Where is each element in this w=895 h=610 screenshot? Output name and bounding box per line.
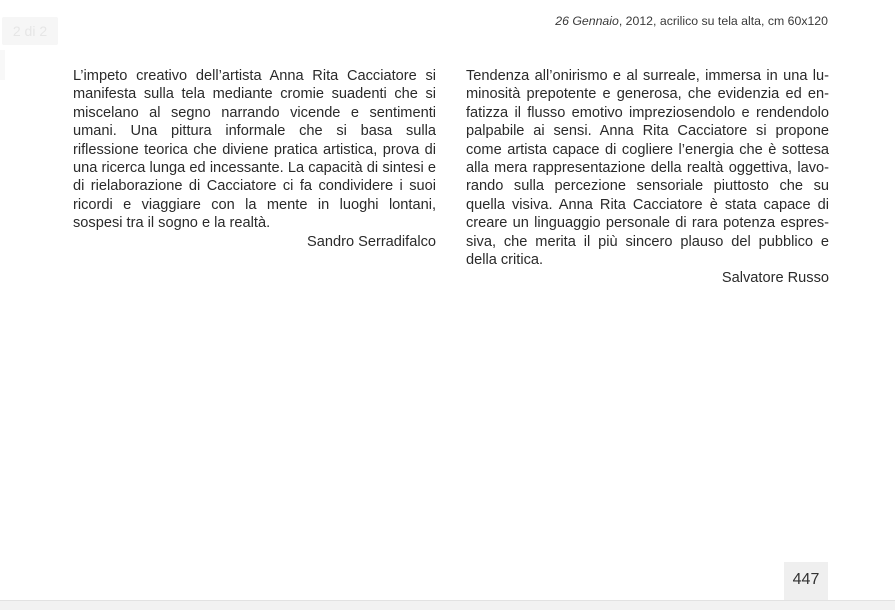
- critique-right-text: Tendenza all’onirismo e al surreale, immersa in una luminosità prepotente e generosa, che evidenzia ed enfatizza il flusso emotivo impreziosendolo e rendendolo palpabile ai sensi. Anna Rita Cacciatore si propone come artista capace di cogliere l’energia che è sottesa alla mera rappresentazione della realtà oggettiva, lavorando sulla percezione sensoriale piuttosto che su quella visiva. Anna Rita Cacciatore è stata capace di creare un linguaggio personale di rara potenza espressiva, che merita il più sincero plauso del pubblico e della critica.: [466, 68, 829, 269]
- critique-left-author: Sandro Serradifalco: [307, 233, 436, 250]
- artwork-details: , 2012, acrilico su tela alta, cm 60x120: [618, 14, 828, 28]
- left-edge-strip: [0, 50, 5, 80]
- critique-left-text: L’impeto creativo dell’artista Anna Rita Cacciatore si manifesta sulla tela mediante cromie suadenti che si miscelano al segno narrando vicende e sentimenti umani. Una pittura informale che si basa sulla riflessione teorica che diviene pratica artistica, prova di una ricerca lunga ed incessante. La capacità di sintesi e di rielaborazione di Cacciatore ci fa condividere i suoi ricordi e viaggiare con la mente in luoghi lontani, sospesi tra il sogno e la realtà.: [73, 68, 436, 232]
- critique-left-column: [73, 67, 436, 251]
- artwork-title: 26 Gennaio: [555, 14, 619, 28]
- page-indicator: 2 di 2: [2, 17, 58, 45]
- critique-right-column: [466, 67, 829, 288]
- page-number: 447: [784, 562, 828, 600]
- artwork-caption: [555, 14, 828, 28]
- critique-right-author: Salvatore Russo: [721, 270, 829, 287]
